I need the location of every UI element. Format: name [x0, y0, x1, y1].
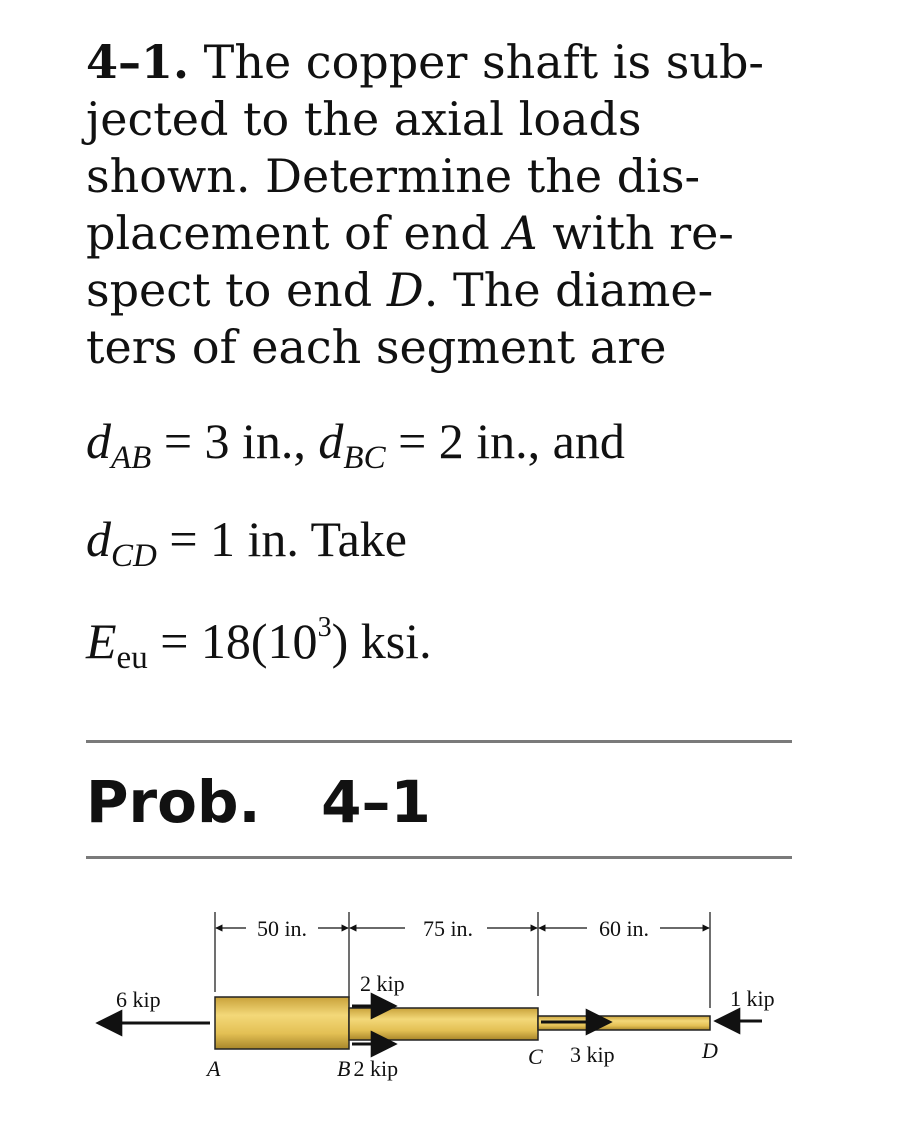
- shaft-figure: [0, 880, 904, 1120]
- shaft-segment-bc: [349, 1008, 538, 1040]
- bottom-divider: [86, 856, 792, 859]
- point-label-d: D: [702, 1038, 718, 1063]
- load-label-3kip: 3 kip: [570, 1042, 615, 1067]
- dimension-ab: [216, 916, 348, 941]
- load-label-1kip: 1 kip: [730, 986, 775, 1011]
- shaft-segment-ab: [215, 997, 349, 1049]
- top-divider: [86, 740, 792, 743]
- problem-line-2: jected to the axial loads: [86, 92, 642, 146]
- problem-line-6: ters of each segment are: [86, 320, 667, 374]
- prob-title: Prob. 4–1: [86, 768, 431, 836]
- equation-modulus: $E_{eu} = 18(10^3)$ ksi.: [86, 612, 432, 676]
- point-a-ref: A: [504, 206, 538, 260]
- point-d-ref: D: [386, 263, 424, 317]
- problem-statement: [86, 34, 806, 376]
- point-label-a: A: [207, 1056, 221, 1081]
- equation-diameters-ab-bc: $d_{AB} = 3$ in., $d_{BC} = 2$ in., and: [86, 413, 625, 476]
- point-label-c: C: [528, 1044, 543, 1069]
- problem-line-1: 4–1. The copper shaft is sub-: [86, 35, 764, 89]
- svg-text:75 in.: 75 in.: [422, 916, 474, 941]
- dimension-cd: [539, 916, 709, 941]
- problem-number: 4–1.: [86, 35, 190, 89]
- problem-line-3: shown. Determine the dis-: [86, 149, 701, 203]
- load-label-2kip-top: 2 kip: [360, 971, 405, 996]
- problem-line-4: placement of end A with re-: [86, 206, 734, 260]
- svg-text:60 in.: 60 in.: [598, 916, 650, 941]
- problem-line-5: spect to end D. The diame-: [86, 263, 714, 317]
- svg-text:50 in.: 50 in.: [256, 916, 308, 941]
- equation-diameter-cd: $d_{CD} = 1$ in. Take: [86, 511, 407, 574]
- dimension-bc: [350, 916, 537, 941]
- point-label-b-with-load: B 2 kip: [337, 1056, 399, 1081]
- load-label-6kip: 6 kip: [116, 987, 161, 1012]
